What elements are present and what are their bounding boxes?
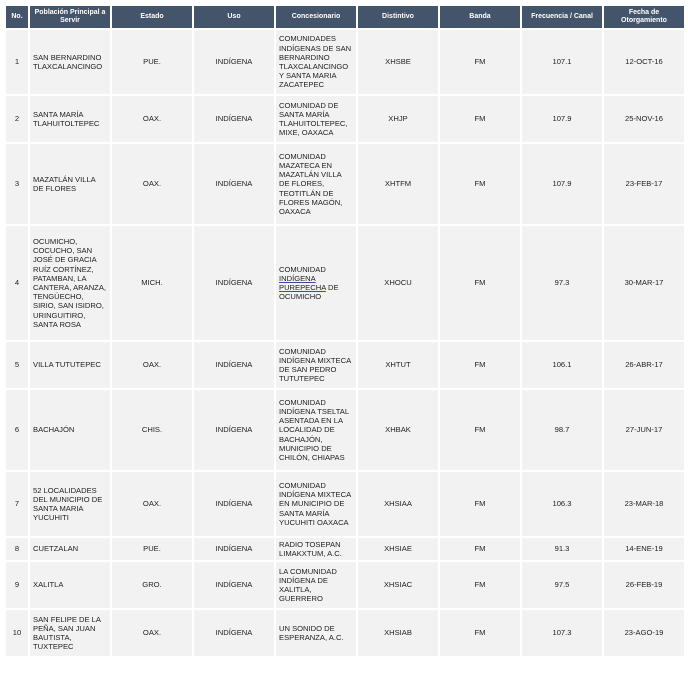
concesionario-part: DE OCUMICHO xyxy=(279,283,339,302)
cell-banda: FM xyxy=(440,144,520,224)
cell-distintivo: XHTUT xyxy=(358,342,438,388)
cell-uso: INDÍGENA xyxy=(194,562,274,608)
table-row xyxy=(6,342,684,388)
table-row xyxy=(6,390,684,470)
cell-banda: FM xyxy=(440,538,520,560)
cell-fecha: 26-ABR-17 xyxy=(604,342,684,388)
cell-fecha: 14-ENE-19 xyxy=(604,538,684,560)
cell-frecuencia: 106.1 xyxy=(522,342,602,388)
cell-uso: INDÍGENA xyxy=(194,96,274,142)
cell-poblacion: SAN FELIPE DE LA PEÑA, SAN JUAN BAUTISTA, TUXTEPEC xyxy=(30,610,110,656)
cell-poblacion: XALITLA xyxy=(30,562,110,608)
cell-estado: OAX. xyxy=(112,96,192,142)
cell-banda: FM xyxy=(440,30,520,94)
cell-frecuencia: 97.5 xyxy=(522,562,602,608)
header-frecuencia: Frecuencia / Canal xyxy=(522,6,602,28)
cell-fecha: 12-OCT-16 xyxy=(604,30,684,94)
cell-no: 4 xyxy=(6,226,28,340)
table-row xyxy=(6,30,684,94)
cell-concesionario xyxy=(276,226,356,340)
cell-distintivo: XHSIAE xyxy=(358,538,438,560)
cell-banda: FM xyxy=(440,96,520,142)
header-uso: Uso xyxy=(194,6,274,28)
cell-uso: INDÍGENA xyxy=(194,472,274,536)
cell-fecha: 25-NOV-16 xyxy=(604,96,684,142)
cell-uso: INDÍGENA xyxy=(194,144,274,224)
cell-no: 1 xyxy=(6,30,28,94)
header-estado: Estado xyxy=(112,6,192,28)
table-row xyxy=(6,144,684,224)
cell-distintivo: XHJP xyxy=(358,96,438,142)
cell-distintivo: XHSBE xyxy=(358,30,438,94)
cell-concesionario: COMUNIDAD INDÍGENA MIXTECA DE SAN PEDRO TUTUTEPEC xyxy=(276,342,356,388)
cell-fecha: 23-FEB-17 xyxy=(604,144,684,224)
header-banda: Banda xyxy=(440,6,520,28)
cell-uso: INDÍGENA xyxy=(194,538,274,560)
cell-distintivo: XHSIAC xyxy=(358,562,438,608)
cell-concesionario: COMUNIDAD DE SANTA MARÍA TLAHUITOLTEPEC, MIXE, OAXACA xyxy=(276,96,356,142)
cell-distintivo: XHSIAB xyxy=(358,610,438,656)
cell-poblacion: CUETZALAN xyxy=(30,538,110,560)
cell-concesionario: COMUNIDADES INDÍGENAS DE SAN BERNARDINO TLAXCALANCINGO Y SANTA MARIA ZACATEPEC xyxy=(276,30,356,94)
cell-no: 7 xyxy=(6,472,28,536)
cell-concesionario: LA COMUNIDAD INDÍGENA DE XALITLA, GUERRERO xyxy=(276,562,356,608)
table-row xyxy=(6,96,684,142)
cell-uso: INDÍGENA xyxy=(194,610,274,656)
cell-distintivo: XHTFM xyxy=(358,144,438,224)
cell-no: 6 xyxy=(6,390,28,470)
header-distintivo: Distintivo xyxy=(358,6,438,28)
table-row xyxy=(6,562,684,608)
cell-no: 2 xyxy=(6,96,28,142)
cell-poblacion: BACHAJÓN xyxy=(30,390,110,470)
cell-frecuencia: 106.3 xyxy=(522,472,602,536)
table-row xyxy=(6,610,684,656)
cell-no: 3 xyxy=(6,144,28,224)
concesionario-underlined-part: INDÍGENA PUREPECHA xyxy=(279,273,326,292)
cell-banda: FM xyxy=(440,610,520,656)
cell-banda: FM xyxy=(440,226,520,340)
cell-uso: INDÍGENA xyxy=(194,342,274,388)
cell-poblacion: MAZATLÁN VILLA DE FLORES xyxy=(30,144,110,224)
cell-banda: FM xyxy=(440,342,520,388)
cell-poblacion: OCUMICHO, COCUCHO, SAN JOSÉ DE GRACIA RUÍZ CORTÍNEZ, PATAMBAN, LA CANTERA, ARANZA, TENGÜECHO, SIRIO, SAN ISIDRO, URINGUITIRO, SANTA ROSA xyxy=(30,226,110,340)
cell-estado: PUE. xyxy=(112,30,192,94)
cell-estado: MICH. xyxy=(112,226,192,340)
cell-distintivo: XHOCU xyxy=(358,226,438,340)
table-row xyxy=(6,226,684,340)
cell-concesionario: RADIO TOSEPAN LIMAKXTUM, A.C. xyxy=(276,538,356,560)
concessions-table xyxy=(4,4,686,658)
cell-no: 10 xyxy=(6,610,28,656)
cell-fecha: 30-MAR-17 xyxy=(604,226,684,340)
cell-uso: INDÍGENA xyxy=(194,226,274,340)
cell-fecha: 26-FEB-19 xyxy=(604,562,684,608)
cell-frecuencia: 98.7 xyxy=(522,390,602,470)
cell-frecuencia: 107.9 xyxy=(522,144,602,224)
cell-no: 8 xyxy=(6,538,28,560)
table-row xyxy=(6,472,684,536)
cell-estado: CHIS. xyxy=(112,390,192,470)
cell-uso: INDÍGENA xyxy=(194,30,274,94)
concesionario-part: COMUNIDAD xyxy=(279,264,326,274)
cell-banda: FM xyxy=(440,562,520,608)
cell-distintivo: XHBAK xyxy=(358,390,438,470)
cell-fecha: 23-AGO-19 xyxy=(604,610,684,656)
header-fecha: Fecha de Otorgamiento xyxy=(604,6,684,28)
cell-estado: OAX. xyxy=(112,342,192,388)
header-row xyxy=(6,6,684,28)
cell-frecuencia: 107.3 xyxy=(522,610,602,656)
header-poblacion: Población Principal a Servir xyxy=(30,6,110,28)
cell-frecuencia: 91.3 xyxy=(522,538,602,560)
cell-poblacion: SAN BERNARDINO TLAXCALANCINGO xyxy=(30,30,110,94)
cell-poblacion: 52 LOCALIDADES DEL MUNICIPIO DE SANTA MARIA YUCUHITI xyxy=(30,472,110,536)
cell-estado: GRO. xyxy=(112,562,192,608)
cell-banda: FM xyxy=(440,390,520,470)
cell-estado: OAX. xyxy=(112,472,192,536)
cell-poblacion: VILLA TUTUTEPEC xyxy=(30,342,110,388)
cell-poblacion: SANTA MARÍA TLAHUITOLTEPEC xyxy=(30,96,110,142)
cell-estado: OAX. xyxy=(112,144,192,224)
cell-frecuencia: 107.9 xyxy=(522,96,602,142)
cell-estado: PUE. xyxy=(112,538,192,560)
table-row xyxy=(6,538,684,560)
cell-no: 9 xyxy=(6,562,28,608)
header-concesionario: Concesionario xyxy=(276,6,356,28)
header-no: No. xyxy=(6,6,28,28)
cell-concesionario: COMUNIDAD INDÍGENA MIXTECA EN MUNICIPIO DE SANTA MARÍA YUCUHITI OAXACA xyxy=(276,472,356,536)
cell-frecuencia: 97.3 xyxy=(522,226,602,340)
cell-distintivo: XHSIAA xyxy=(358,472,438,536)
cell-estado: OAX. xyxy=(112,610,192,656)
cell-concesionario: COMUNIDAD INDÍGENA TSELTAL ASENTADA EN LA LOCALIDAD DE BACHAJÓN, MUNICIPIO DE CHILÓN, CHIAPAS xyxy=(276,390,356,470)
cell-no: 5 xyxy=(6,342,28,388)
cell-frecuencia: 107.1 xyxy=(522,30,602,94)
cell-uso: INDÍGENA xyxy=(194,390,274,470)
cell-concesionario: UN SONIDO DE ESPERANZA, A.C. xyxy=(276,610,356,656)
cell-fecha: 27-JUN-17 xyxy=(604,390,684,470)
cell-banda: FM xyxy=(440,472,520,536)
cell-fecha: 23-MAR-18 xyxy=(604,472,684,536)
cell-concesionario: COMUNIDAD MAZATECA EN MAZATLÁN VILLA DE FLORES, TEOTITLÁN DE FLORES MAGÓN, OAXACA xyxy=(276,144,356,224)
